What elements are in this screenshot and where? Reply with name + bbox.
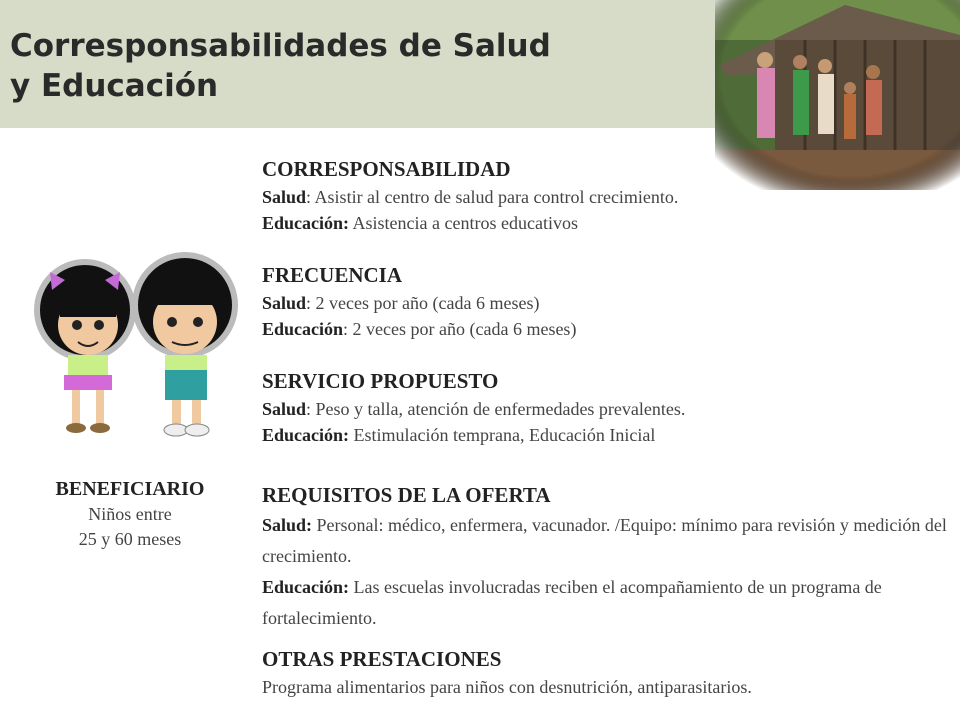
salud-label: Salud bbox=[262, 187, 307, 207]
salud-label: Salud bbox=[262, 293, 307, 313]
section-servicio-propuesto bbox=[262, 368, 952, 448]
salud-text: : 2 veces por año (cada 6 meses) bbox=[306, 293, 540, 313]
salud-label: Salud: bbox=[262, 515, 313, 535]
title-band bbox=[0, 0, 720, 128]
cartoon-children-illustration bbox=[20, 250, 250, 445]
otras-text: Programa alimentarios para niños con desnutrición, antiparasitarios. bbox=[262, 677, 752, 697]
educacion-line bbox=[262, 422, 952, 448]
boy-figure bbox=[135, 255, 235, 436]
beneficiario-heading: BENEFICIARIO bbox=[55, 478, 205, 500]
salud-line bbox=[262, 184, 952, 210]
section-heading: CORRESPONSABILIDAD bbox=[262, 157, 511, 181]
beneficiario-block bbox=[20, 476, 240, 552]
girl-figure bbox=[37, 262, 133, 433]
section-heading: SERVICIO PROPUESTO bbox=[262, 369, 499, 393]
educacion-line bbox=[262, 210, 952, 236]
title-line-2: y Educación bbox=[10, 68, 219, 104]
educacion-line bbox=[262, 572, 952, 634]
salud-line bbox=[262, 396, 952, 422]
educacion-label: Educación bbox=[262, 319, 344, 339]
salud-text: : Asistir al centro de salud para control crecimiento. bbox=[306, 187, 679, 207]
salud-line bbox=[262, 290, 952, 316]
salud-label: Salud bbox=[262, 399, 307, 419]
section-frecuencia bbox=[262, 262, 952, 342]
page-title bbox=[10, 26, 551, 106]
section-corresponsabilidad bbox=[262, 156, 952, 236]
salud-line bbox=[262, 510, 952, 572]
title-line-1: Corresponsabilidades de Salud bbox=[10, 28, 551, 64]
section-heading: OTRAS PRESTACIONES bbox=[262, 647, 502, 671]
beneficiario-line-1: Niños entre bbox=[88, 504, 172, 524]
educacion-label: Educación: bbox=[262, 577, 350, 597]
educacion-text: Estimulación temprana, Educación Inicial bbox=[349, 425, 656, 445]
educacion-line bbox=[262, 316, 952, 342]
section-requisitos bbox=[262, 482, 952, 634]
salud-text: : Peso y talla, atención de enfermedades prevalentes. bbox=[306, 399, 686, 419]
section-otras-prestaciones bbox=[262, 646, 952, 700]
educacion-text: Asistencia a centros educativos bbox=[349, 213, 578, 233]
educacion-text: Las escuelas involucradas reciben el acompañamiento de un programa de fortalecimiento. bbox=[262, 577, 882, 628]
salud-text: Personal: médico, enfermera, vacunador. /Equipo: mínimo para revisión y medición del crecimiento. bbox=[262, 515, 947, 566]
section-heading: FRECUENCIA bbox=[262, 263, 403, 287]
educacion-label: Educación: bbox=[262, 425, 350, 445]
educacion-label: Educación: bbox=[262, 213, 350, 233]
section-heading: REQUISITOS DE LA OFERTA bbox=[262, 483, 551, 507]
beneficiario-line-2: 25 y 60 meses bbox=[78, 529, 182, 549]
educacion-text: : 2 veces por año (cada 6 meses) bbox=[343, 319, 577, 339]
